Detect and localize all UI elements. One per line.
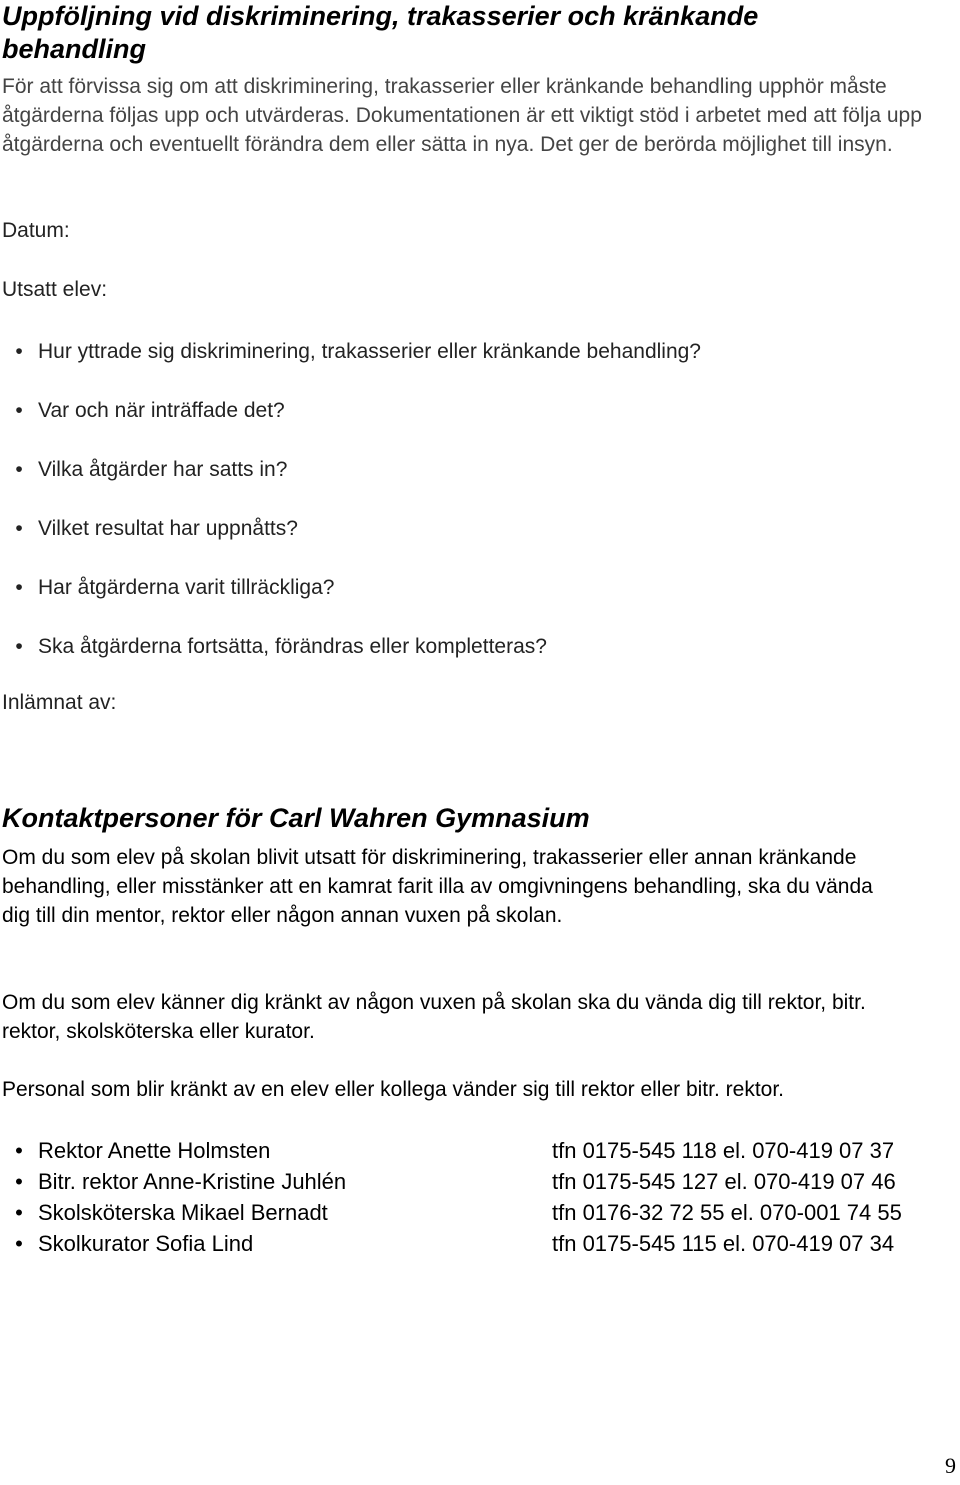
question-text: Vilka åtgärder har satts in? xyxy=(38,458,288,481)
contact-name: Bitr. rektor Anne-Kristine Juhlén xyxy=(38,1169,347,1194)
contact-name: Skolkurator Sofia Lind xyxy=(38,1231,254,1256)
bullet-icon: • xyxy=(15,635,23,658)
bullet-icon: • xyxy=(15,1169,23,1194)
question-text: Vilket resultat har uppnåtts? xyxy=(38,517,298,540)
question-text: Ska åtgärderna fortsätta, förändras eller kompletteras? xyxy=(38,635,547,658)
followup-intro-paragraph: För att förvissa sig om att diskriminering, trakasserier eller kränkande behandling upphör måste åtgärderna följas upp och utvärderas. Dokumentationen är ett viktigt stöd i arbetet med att följa upp åtgärderna och eventuellt förändra dem eller sätta in nya. Det ger de berörda möjlighet till insyn. xyxy=(2,75,922,156)
contact-person-item xyxy=(0,1167,960,1198)
contact-person-item xyxy=(0,1198,960,1229)
utsatt-elev-label: Utsatt elev: xyxy=(2,278,108,301)
contacts-paragraph-students: Om du som elev på skolan blivit utsatt för diskriminering, trakasserier eller annan kränkande behandling, eller misstänker att en kamrat farit illa av omgivningens behandling, ska du vända dig till din mentor, rektor eller någon annan vuxen på skolan. xyxy=(2,846,873,927)
contact-phone: tfn 0175-545 115 el. 070-419 07 34 xyxy=(552,1231,895,1256)
bullet-icon: • xyxy=(15,576,23,599)
contacts-heading: Kontaktpersoner för Carl Wahren Gymnasium xyxy=(2,803,590,833)
bullet-icon: • xyxy=(15,399,23,422)
page-number: 9 xyxy=(945,1453,956,1478)
bullet-icon: • xyxy=(15,1231,23,1256)
bullet-icon: • xyxy=(15,340,23,363)
contact-phone: tfn 0176-32 72 55 el. 070-001 74 55 xyxy=(552,1200,902,1225)
followup-heading: Uppföljning vid diskriminering, trakasserier och kränkande behandling xyxy=(2,1,759,64)
contact-person-list xyxy=(0,1136,960,1260)
contact-phone: tfn 0175-545 127 el. 070-419 07 46 xyxy=(552,1169,896,1194)
contact-name: Skolsköterska Mikael Bernadt xyxy=(38,1200,328,1225)
bullet-icon: • xyxy=(15,1138,23,1163)
contacts-paragraph-adults: Om du som elev känner dig kränkt av någon vuxen på skolan ska du vända dig till rektor, bitr. rektor, skolsköterska eller kurator. xyxy=(2,991,866,1043)
inlamnat-av-label: Inlämnat av: xyxy=(2,691,117,714)
contacts-paragraph-staff: Personal som blir kränkt av en elev eller kollega vänder sig till rektor eller bitr. rektor. xyxy=(2,1078,785,1101)
question-text: Var och när inträffade det? xyxy=(38,399,285,422)
bullet-icon: • xyxy=(15,458,23,481)
contact-person-item xyxy=(0,1229,960,1260)
question-text: Har åtgärderna varit tillräckliga? xyxy=(38,576,335,599)
datum-label: Datum: xyxy=(2,219,70,242)
contact-phone: tfn 0175-545 118 el. 070-419 07 37 xyxy=(552,1138,895,1163)
question-text: Hur yttrade sig diskriminering, trakasserier eller kränkande behandling? xyxy=(38,340,701,363)
bullet-icon: • xyxy=(15,517,23,540)
bullet-icon: • xyxy=(15,1200,23,1225)
contact-person-item xyxy=(0,1136,960,1167)
contact-name: Rektor Anette Holmsten xyxy=(38,1138,271,1163)
